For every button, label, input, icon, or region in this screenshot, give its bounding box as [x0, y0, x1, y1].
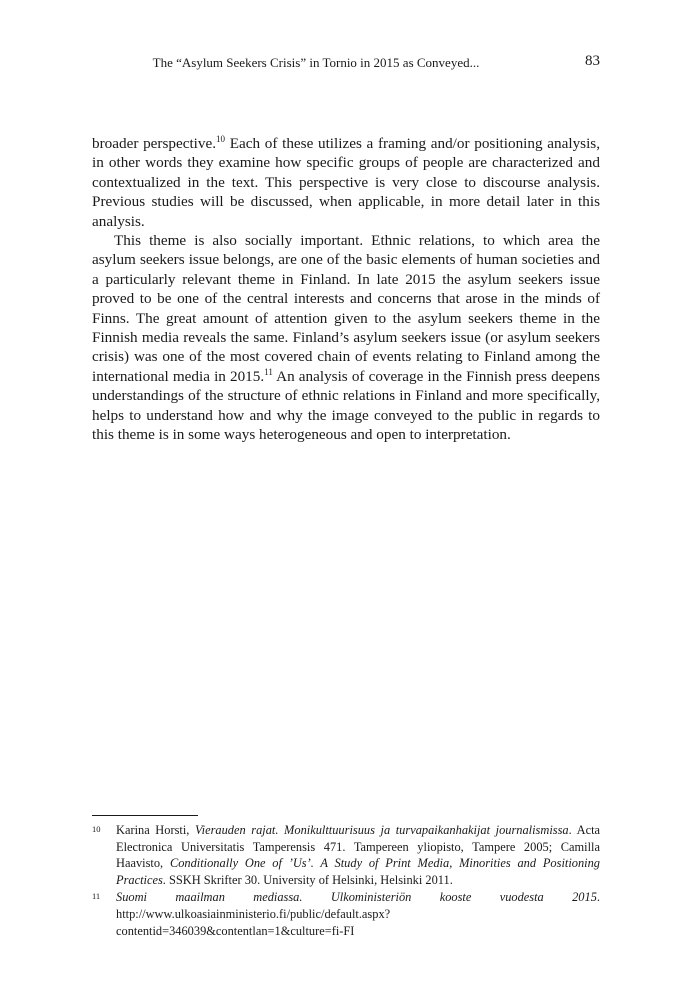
running-title: The “Asylum Seekers Crisis” in Tornio in 2015 as Conveyed... [152, 55, 480, 70]
footnote-title: Conditionally One of ’Us’. A Study of Print Media, Minorities and Positioning Practices [116, 856, 600, 887]
footnote-number: 10 [92, 824, 101, 834]
footnote-segment: . SSKH Skrifter 30. University of Helsinki, Helsinki 2011. [162, 872, 453, 887]
footnote-ref-11: 11 [264, 366, 273, 377]
paragraph-1 [92, 134, 600, 231]
running-header [92, 52, 600, 72]
footnote-ref-10: 10 [216, 134, 226, 144]
footnote-title: Vierauden rajat. Monikulttuurisuus ja turvapaikanhakijat journalismissa [194, 823, 569, 837]
body-text [92, 134, 600, 445]
footnote-10 [92, 822, 600, 888]
page-number: 83 [585, 53, 600, 69]
footnote-text [116, 823, 600, 887]
footnote-link[interactable]: . http://www.ulkoasiainministerio.fi/public/default.aspx?contentid=346039&contentlan=1&culture=fi-FI [116, 890, 600, 938]
footnote-11 [92, 889, 600, 939]
footnote-divider [92, 815, 198, 816]
paragraph-1-text-2: Each of these utilizes a framing and/or positioning analysis, in other words they examine how specific groups of people are characterized and contextualized in the text. This perspective is very close to discourse analysis. Previous studies will be discussed, when applicable, in more detail later in this analysis. [92, 135, 601, 230]
footnote-number: 11 [92, 891, 101, 902]
footnotes [92, 822, 600, 940]
paragraph-2-text-1: This theme is also socially important. Ethnic relations, to which area the asylum seekers issue belongs, are one of the basic elements of human societies and a particularly relevant theme in Finland. In late 2015 the asylum seekers issue proved to be one of the central interests and concerns that arose in the minds of Finns. The great amount of attention given to the asylum seekers theme in the Finnish media reveals the same. Finland’s asylum seekers issue (or asylum seekers crisis) was one of the most covered chain of events relating to Finland among the international media in 2015. [92, 232, 600, 385]
footnote-segment: . Acta Electronica Universitatis Tamperensis 471. Tampereen yliopisto, Tampere 2005; Camilla Haavisto, [116, 823, 601, 871]
footnote-title: Suomi maailman mediassa. Ulkoministeriön kooste vuodesta 2015 [116, 890, 597, 905]
footnote-text [116, 890, 600, 937]
paragraph-2 [92, 231, 600, 444]
footnote-segment: Karina Horsti, [116, 823, 195, 837]
paragraph-2-text-2: An analysis of coverage in the Finnish press deepens understandings of the structure of ethnic relations in Finland and more specifically, helps to understand how and why the image conveyed to the public in regards to this theme is in some ways heterogeneous and open to interpretation. [92, 367, 600, 444]
paragraph-1-text-1: broader perspective. [92, 135, 217, 152]
